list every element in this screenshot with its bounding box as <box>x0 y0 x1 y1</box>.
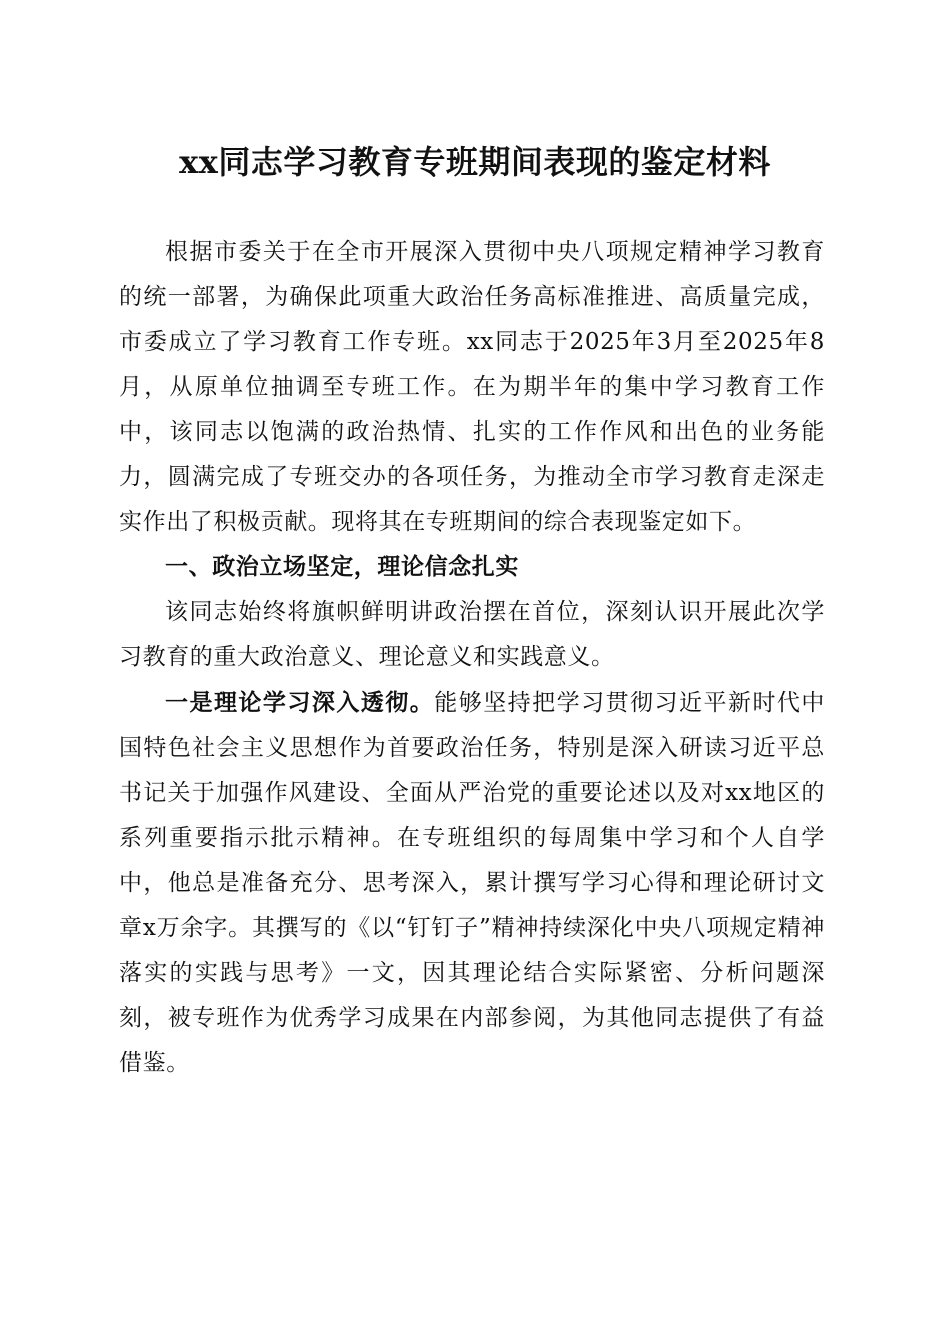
document-title: xx同志学习教育专班期间表现的鉴定材料 <box>179 143 771 181</box>
point-1-lead: 一是理论学习深入透彻。 <box>165 689 435 716</box>
section-1-heading: 一、政治立场坚定，理论信念扎实 <box>165 554 519 580</box>
section-1-point-1 <box>119 680 825 1086</box>
document-body <box>119 230 825 1086</box>
section-1-paragraph: 该同志始终将旗帜鲜明讲政治摆在首位，深刻认识开展此次学习教育的重大政治意义、理论意义和实践意义。 <box>119 599 825 670</box>
intro-paragraph: 根据市委关于在全市开展深入贯彻中央八项规定精神学习教育的统一部署，为确保此项重大政治任务高标准推进、高质量完成，市委成立了学习教育工作专班。xx同志于2025年3月至2025年8月，从原单位抽调至专班工作。在为期半年的集中学习教育工作中，该同志以饱满的政治热情、扎实的工作作风和出色的业务能力，圆满完成了专班交办的各项任务，为推动全市学习教育走深走实作出了积极贡献。现将其在专班期间的综合表现鉴定如下。 <box>119 239 825 535</box>
point-1-text: 能够坚持把学习贯彻习近平新时代中国特色社会主义思想作为首要政治任务，特别是深入研读习近平总书记关于加强作风建设、全面从严治党的重要论述以及对xx地区的系列重要指示批示精神。在专班组织的每周集中学习和个人自学中，他总是准备充分、思考深入，累计撰写学习心得和理论研讨文章x万余字。其撰写的《以“钉钉子”精神持续深化中央八项规定精神落实的实践与思考》一文，因其理论结合实际紧密、分析问题深刻，被专班作为优秀学习成果在内部参阅，为其他同志提供了有益借鉴。 <box>119 690 825 1076</box>
